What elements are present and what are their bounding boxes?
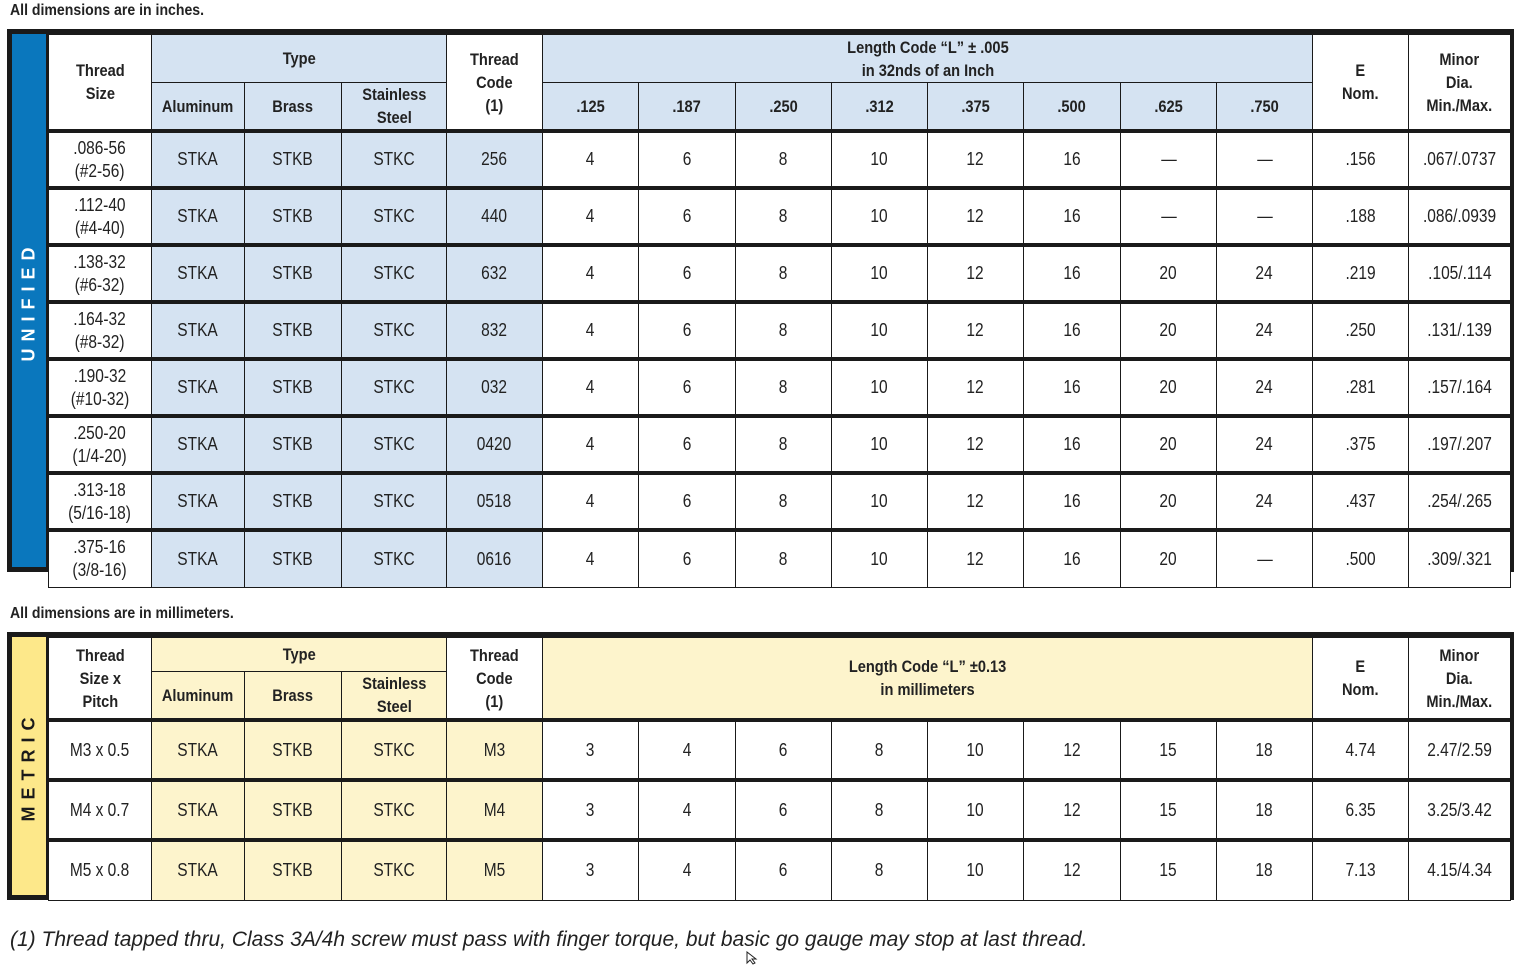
length-cell: 6 <box>639 473 736 530</box>
length-cell: 18 <box>1217 720 1313 780</box>
thread-code-cell: 032 <box>447 359 543 416</box>
length-cell: 20 <box>1121 302 1217 359</box>
type-cell: STKA <box>152 780 245 840</box>
length-cell: 6 <box>639 188 736 245</box>
table-row <box>49 720 1511 780</box>
thread-code-cell: M3 <box>447 720 543 780</box>
length-cell: 6 <box>736 840 832 900</box>
length-cell: 10 <box>832 416 928 473</box>
unified-side-label: UNIFIED <box>12 34 46 567</box>
stainless-steel-header: Stainless Steel <box>342 672 447 721</box>
e-nom-cell: 7.13 <box>1313 840 1409 900</box>
thread-code-cell: 832 <box>447 302 543 359</box>
thread-size-header: Thread Size x Pitch <box>49 638 152 721</box>
type-cell: STKC <box>342 416 447 473</box>
length-cell: 16 <box>1024 245 1121 302</box>
length-cell: 8 <box>736 530 832 587</box>
brass-header: Brass <box>245 83 342 132</box>
type-cell: STKB <box>245 245 342 302</box>
length-cell: 8 <box>832 720 928 780</box>
thread-size-cell: .313-18 (5/16-18) <box>49 473 152 530</box>
table-row <box>49 416 1511 473</box>
thread-code-cell: 440 <box>447 188 543 245</box>
length-cell: 8 <box>736 302 832 359</box>
length-cell: 10 <box>928 780 1024 840</box>
thread-code-cell: 0420 <box>447 416 543 473</box>
type-cell: STKA <box>152 473 245 530</box>
length-cell: 3 <box>543 720 639 780</box>
length-cell: 8 <box>736 245 832 302</box>
length-cell: 12 <box>928 188 1024 245</box>
table-row <box>49 780 1511 840</box>
type-cell: STKC <box>342 840 447 900</box>
minor-dia-cell: .067/.0737 <box>1409 131 1511 188</box>
metric-table-panel <box>7 632 1514 900</box>
minor-dia-header: Minor Dia. Min./Max. <box>1409 638 1511 721</box>
length-cell: — <box>1121 131 1217 188</box>
minor-dia-cell: 2.47/2.59 <box>1409 720 1511 780</box>
length-cell: 10 <box>832 245 928 302</box>
length-cell: 24 <box>1217 416 1313 473</box>
length-cell: 6 <box>639 302 736 359</box>
length-cell: 10 <box>832 302 928 359</box>
length-cell: 4 <box>543 530 639 587</box>
minor-dia-cell: .131/.139 <box>1409 302 1511 359</box>
type-cell: STKC <box>342 473 447 530</box>
footnote: (1) Thread tapped thru, Class 3A/4h screw must pass with finger torque, but basic go gauge may stop at last thread. <box>10 928 1088 951</box>
length-cell: 6 <box>736 780 832 840</box>
type-cell: STKA <box>152 530 245 587</box>
length-cell: 4 <box>543 473 639 530</box>
type-cell: STKC <box>342 302 447 359</box>
table-row <box>49 359 1511 416</box>
minor-dia-cell: .105/.114 <box>1409 245 1511 302</box>
thread-code-cell: M5 <box>447 840 543 900</box>
type-cell: STKC <box>342 720 447 780</box>
length-cell: 12 <box>928 530 1024 587</box>
length-cell: 4 <box>639 840 736 900</box>
thread-size-cell: .190-32 (#10-32) <box>49 359 152 416</box>
unified-table <box>48 34 1511 588</box>
stainless-steel-header: Stainless Steel <box>342 83 447 132</box>
length-column-header: .187 <box>639 83 736 132</box>
length-cell: 8 <box>832 840 928 900</box>
length-cell: 8 <box>736 416 832 473</box>
thread-code-header: Thread Code (1) <box>447 638 543 721</box>
minor-dia-cell: 4.15/4.34 <box>1409 840 1511 900</box>
length-cell: 12 <box>1024 780 1121 840</box>
type-cell: STKB <box>245 720 342 780</box>
length-code-header: Length Code “L” ± .005 in 32nds of an Inch <box>543 35 1313 83</box>
length-cell: — <box>1121 188 1217 245</box>
length-cell: 12 <box>928 473 1024 530</box>
thread-code-cell: 632 <box>447 245 543 302</box>
type-cell: STKB <box>245 780 342 840</box>
length-cell: 4 <box>639 780 736 840</box>
length-cell: 4 <box>543 188 639 245</box>
type-cell: STKB <box>245 530 342 587</box>
thread-code-cell: 0616 <box>447 530 543 587</box>
length-cell: 16 <box>1024 359 1121 416</box>
type-cell: STKB <box>245 416 342 473</box>
length-cell: 20 <box>1121 473 1217 530</box>
length-cell: 16 <box>1024 188 1121 245</box>
length-cell: 6 <box>639 416 736 473</box>
length-cell: 16 <box>1024 473 1121 530</box>
minor-dia-cell: .197/.207 <box>1409 416 1511 473</box>
e-nom-cell: .188 <box>1313 188 1409 245</box>
header-row <box>49 638 1511 672</box>
length-cell: 4 <box>543 302 639 359</box>
thread-size-cell: M3 x 0.5 <box>49 720 152 780</box>
length-column-header: .125 <box>543 83 639 132</box>
thread-size-cell: .375-16 (3/8-16) <box>49 530 152 587</box>
minor-dia-cell: .086/.0939 <box>1409 188 1511 245</box>
table-row <box>49 302 1511 359</box>
length-cell: 16 <box>1024 131 1121 188</box>
length-cell: 6 <box>639 530 736 587</box>
length-column-header: .375 <box>928 83 1024 132</box>
length-cell: 6 <box>736 720 832 780</box>
length-cell: 4 <box>543 359 639 416</box>
aluminum-header: Aluminum <box>152 83 245 132</box>
type-cell: STKC <box>342 245 447 302</box>
thread-code-header: Thread Code (1) <box>447 35 543 132</box>
table-row <box>49 840 1511 900</box>
length-cell: 10 <box>928 840 1024 900</box>
thread-size-cell: .112-40 (#4-40) <box>49 188 152 245</box>
length-column-header: .750 <box>1217 83 1313 132</box>
length-cell: 8 <box>736 131 832 188</box>
metric-table <box>48 637 1511 901</box>
length-cell: 10 <box>928 720 1024 780</box>
type-cell: STKA <box>152 302 245 359</box>
e-nom-cell: .156 <box>1313 131 1409 188</box>
length-cell: 10 <box>832 131 928 188</box>
thread-size-cell: M5 x 0.8 <box>49 840 152 900</box>
length-cell: — <box>1217 188 1313 245</box>
length-cell: 4 <box>543 416 639 473</box>
unified-table-panel <box>7 29 1514 581</box>
thread-size-cell: .138-32 (#6-32) <box>49 245 152 302</box>
length-cell: 18 <box>1217 780 1313 840</box>
type-cell: STKC <box>342 131 447 188</box>
length-cell: 10 <box>832 530 928 587</box>
header-row <box>49 35 1511 83</box>
e-nom-cell: 4.74 <box>1313 720 1409 780</box>
unified-units-note: All dimensions are in inches. <box>10 2 205 19</box>
thread-code-cell: M4 <box>447 780 543 840</box>
minor-dia-cell: .254/.265 <box>1409 473 1511 530</box>
type-cell: STKA <box>152 359 245 416</box>
subheader-row <box>49 83 1511 132</box>
length-cell: 20 <box>1121 416 1217 473</box>
thread-size-header: Thread Size <box>49 35 152 132</box>
length-column-header: .500 <box>1024 83 1121 132</box>
metric-units-note: All dimensions are in millimeters. <box>10 605 234 622</box>
type-header: Type <box>152 638 447 672</box>
e-nom-cell: .500 <box>1313 530 1409 587</box>
thread-code-cell: 0518 <box>447 473 543 530</box>
length-cell: 16 <box>1024 416 1121 473</box>
length-cell: 12 <box>928 416 1024 473</box>
brass-header: Brass <box>245 672 342 721</box>
type-cell: STKA <box>152 245 245 302</box>
minor-dia-header: Minor Dia. Min./Max. <box>1409 35 1511 132</box>
type-cell: STKA <box>152 720 245 780</box>
type-cell: STKA <box>152 416 245 473</box>
length-cell: 8 <box>736 359 832 416</box>
length-cell: 3 <box>543 840 639 900</box>
type-cell: STKC <box>342 780 447 840</box>
thread-size-cell: .164-32 (#8-32) <box>49 302 152 359</box>
thread-size-cell: .086-56 (#2-56) <box>49 131 152 188</box>
table-row <box>49 131 1511 188</box>
length-cell: 12 <box>928 131 1024 188</box>
type-cell: STKC <box>342 188 447 245</box>
table-row <box>49 188 1511 245</box>
length-cell: 24 <box>1217 245 1313 302</box>
length-column-header: .312 <box>832 83 928 132</box>
type-cell: STKA <box>152 840 245 900</box>
length-cell: 3 <box>543 780 639 840</box>
length-cell: 16 <box>1024 302 1121 359</box>
minor-dia-cell: .157/.164 <box>1409 359 1511 416</box>
length-cell: 12 <box>928 245 1024 302</box>
type-cell: STKA <box>152 188 245 245</box>
length-cell: 15 <box>1121 780 1217 840</box>
length-cell: 10 <box>832 473 928 530</box>
e-nom-cell: .375 <box>1313 416 1409 473</box>
type-cell: STKB <box>245 473 342 530</box>
length-cell: 6 <box>639 131 736 188</box>
length-column-header: .250 <box>736 83 832 132</box>
length-cell: 10 <box>832 359 928 416</box>
e-nom-header: E Nom. <box>1313 35 1409 132</box>
aluminum-header: Aluminum <box>152 672 245 721</box>
table-row <box>49 530 1511 587</box>
minor-dia-cell: .309/.321 <box>1409 530 1511 587</box>
e-nom-cell: .437 <box>1313 473 1409 530</box>
minor-dia-cell: 3.25/3.42 <box>1409 780 1511 840</box>
type-cell: STKC <box>342 530 447 587</box>
length-cell: 4 <box>543 131 639 188</box>
type-cell: STKB <box>245 840 342 900</box>
length-cell: 12 <box>1024 840 1121 900</box>
type-cell: STKA <box>152 131 245 188</box>
length-cell: 4 <box>543 245 639 302</box>
length-cell: 20 <box>1121 530 1217 587</box>
metric-side-label: METRIC <box>12 637 46 895</box>
e-nom-cell: .219 <box>1313 245 1409 302</box>
length-column-header: .625 <box>1121 83 1217 132</box>
length-cell: 6 <box>639 245 736 302</box>
length-cell: 12 <box>1024 720 1121 780</box>
type-cell: STKB <box>245 188 342 245</box>
type-cell: STKB <box>245 359 342 416</box>
mouse-pointer-icon <box>746 951 760 965</box>
length-cell: 8 <box>736 188 832 245</box>
thread-size-cell: .250-20 (1/4-20) <box>49 416 152 473</box>
length-cell: 15 <box>1121 840 1217 900</box>
length-cell: 10 <box>832 188 928 245</box>
length-cell: 12 <box>928 302 1024 359</box>
length-cell: 18 <box>1217 840 1313 900</box>
length-cell: — <box>1217 131 1313 188</box>
type-cell: STKC <box>342 359 447 416</box>
e-nom-cell: .281 <box>1313 359 1409 416</box>
length-cell: 8 <box>736 473 832 530</box>
type-cell: STKB <box>245 131 342 188</box>
table-row <box>49 473 1511 530</box>
length-cell: 4 <box>639 720 736 780</box>
thread-code-cell: 256 <box>447 131 543 188</box>
length-cell: 24 <box>1217 473 1313 530</box>
length-cell: — <box>1217 530 1313 587</box>
type-cell: STKB <box>245 302 342 359</box>
e-nom-cell: .250 <box>1313 302 1409 359</box>
length-cell: 6 <box>639 359 736 416</box>
type-header: Type <box>152 35 447 83</box>
thread-size-cell: M4 x 0.7 <box>49 780 152 840</box>
length-code-header: Length Code “L” ±0.13 in millimeters <box>543 638 1313 721</box>
length-cell: 15 <box>1121 720 1217 780</box>
e-nom-header: E Nom. <box>1313 638 1409 721</box>
length-cell: 16 <box>1024 530 1121 587</box>
length-cell: 12 <box>928 359 1024 416</box>
length-cell: 24 <box>1217 359 1313 416</box>
length-cell: 20 <box>1121 245 1217 302</box>
table-row <box>49 245 1511 302</box>
e-nom-cell: 6.35 <box>1313 780 1409 840</box>
length-cell: 24 <box>1217 302 1313 359</box>
length-cell: 8 <box>832 780 928 840</box>
length-cell: 20 <box>1121 359 1217 416</box>
